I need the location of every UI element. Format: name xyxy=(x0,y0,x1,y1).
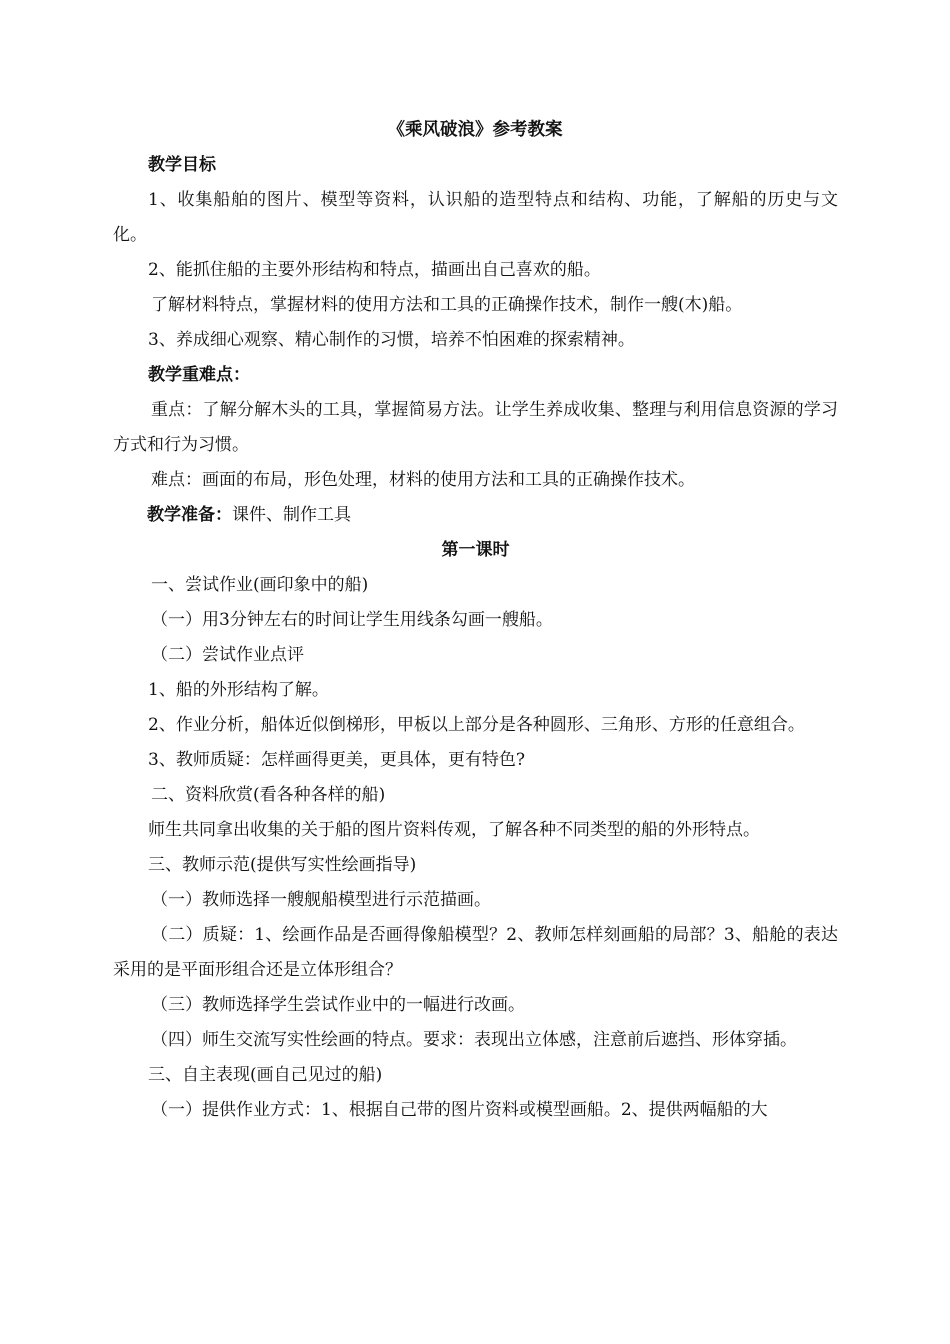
section-1-title: 一、尝试作业(画印象中的船) xyxy=(151,575,369,595)
section-1-item-b1: 1、船的外形结构了解。 xyxy=(148,680,329,700)
prep-text: 课件、制作工具 xyxy=(232,505,351,525)
section-3-item-b: （二）质疑：1、绘画作品是否画得像船模型？2、教师怎样刻画船的局部？3、船舱的表达采用的是平面形组合还是立体形组合？ xyxy=(113,925,838,980)
teaching-preparation xyxy=(113,498,838,533)
section-3-title: 三、教师示范(提供写实性绘画指导) xyxy=(148,855,417,875)
document-title: 《乘风破浪》参考教案 xyxy=(387,120,563,140)
section-1-item-b: （二）尝试作业点评 xyxy=(151,645,304,665)
section-1-item-b3: 3、教师质疑：怎样画得更美，更具体，更有特色? xyxy=(148,750,525,770)
section-2-title: 二、资料欣赏(看各种各样的船) xyxy=(151,785,386,805)
section-1-item-a: （一）用3分钟左右的时间让学生用线条勾画一艘船。 xyxy=(151,610,553,630)
section-1-item-b2: 2、作业分析，船体近似倒梯形，甲板以上部分是各种圆形、三角形、方形的任意组合。 xyxy=(148,715,805,735)
section-3-item-a: （一）教师选择一艘舰船模型进行示范描画。 xyxy=(151,890,491,910)
section-4-title: 三、自主表现(画自己见过的船) xyxy=(148,1065,383,1085)
lesson-heading: 第一课时 xyxy=(441,540,510,560)
section-3-item-d: （四）师生交流写实性绘画的特点。要求：表现出立体感，注意前后遮挡、形体穿插。 xyxy=(151,1030,797,1050)
heading-key-points: 教学重难点： xyxy=(148,365,250,385)
goal-2: 2、能抓住船的主要外形结构和特点，描画出自己喜欢的船。 xyxy=(148,260,601,280)
key-point: 重点：了解分解木头的工具，掌握简易方法。让学生养成收集、整理与利用信息资源的学习方式和行为习惯。 xyxy=(113,400,838,455)
section-2-text: 师生共同拿出收集的关于船的图片资料传观，了解各种不同类型的船的外形特点。 xyxy=(148,820,760,840)
section-4-item-a: （一）提供作业方式：1、根据自己带的图片资料或模型画船。2、提供两幅船的大 xyxy=(151,1100,768,1120)
document-body xyxy=(113,148,838,1128)
difficult-point: 难点：画面的布局，形色处理，材料的使用方法和工具的正确操作技术。 xyxy=(151,470,695,490)
goal-3: 3、养成细心观察、精心制作的习惯，培养不怕困难的探索精神。 xyxy=(148,330,635,350)
goal-2b: 了解材料特点，掌握材料的使用方法和工具的正确操作技术，制作一艘(木)船。 xyxy=(151,295,743,315)
goal-1: 1、收集船舶的图片、模型等资料，认识船的造型特点和结构、功能，了解船的历史与文化。 xyxy=(113,190,838,245)
section-3-item-c: （三）教师选择学生尝试作业中的一幅进行改画。 xyxy=(151,995,525,1015)
prep-label: 教学准备： xyxy=(147,505,232,525)
heading-teaching-goals: 教学目标 xyxy=(148,155,216,175)
